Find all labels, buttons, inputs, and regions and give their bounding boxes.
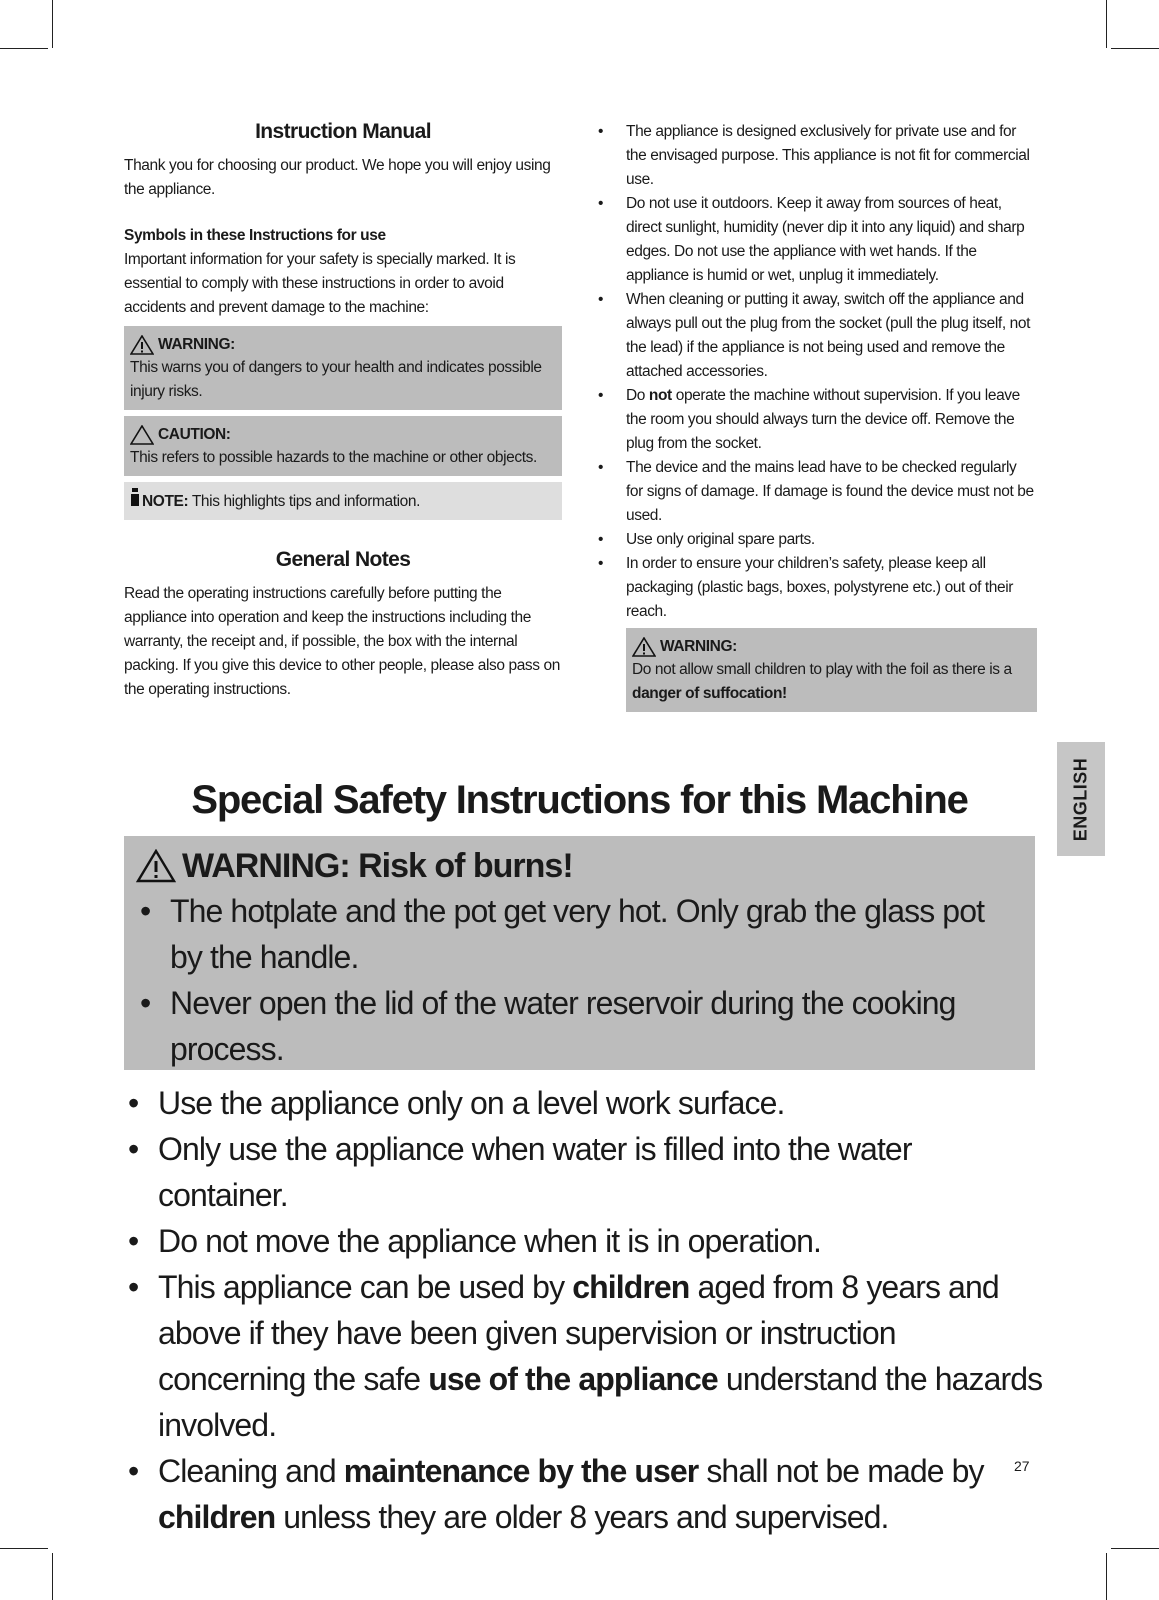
caution-box-text: This refers to possible hazards to the machine or other objects. bbox=[130, 449, 537, 466]
caution-box-title: CAUTION: bbox=[158, 426, 231, 443]
page-number: 27 bbox=[1014, 1458, 1030, 1474]
general-notes-text: Read the operating instructions carefully before putting the appliance into operation and keep the instructions including the warranty, the receipt and, if possible, the box with the internal packing. If you give this device to other people, please also pass on the operating instructions. bbox=[124, 585, 560, 698]
info-icon bbox=[130, 488, 140, 506]
bullet: • bbox=[598, 387, 604, 404]
bullet: • bbox=[598, 459, 604, 476]
crop-mark bbox=[0, 48, 48, 49]
left-column bbox=[124, 120, 562, 702]
list-item: • Do not use it outdoors. Keep it away from sources of heat, direct sunlight, humidity (never dip it into any liquid) and sharp edges. Do not use the appliance with wet hands. If the appliance is humid or wet, unplug it immediately. bbox=[592, 192, 1037, 288]
list-item: • Do not operate the machine without supervision. If you leave the room you should always turn the device off. Remove the plug from the socket. bbox=[592, 384, 1037, 456]
warning-box-title: WARNING: bbox=[660, 638, 737, 655]
note-label: NOTE: bbox=[142, 493, 189, 510]
warning-box-title: WARNING: bbox=[158, 336, 235, 353]
bullet: • bbox=[140, 985, 151, 1021]
note-text: This highlights tips and information. bbox=[191, 493, 421, 510]
list-item: • The device and the mains lead have to be checked regularly for signs of damage. If damage is found the device must not be used. bbox=[592, 456, 1037, 528]
warning-box-text: This warns you of dangers to your health and indicates possible injury risks. bbox=[130, 359, 542, 400]
warning-triangle-icon bbox=[136, 849, 176, 883]
list-item: • Use the appliance only on a level work surface. bbox=[124, 1080, 1044, 1126]
list-item: • This appliance can be used by children aged from 8 years and above if they have been given supervision or instruction concerning the safe use of the appliance understand the hazards involved. bbox=[124, 1264, 1044, 1448]
bullet: • bbox=[128, 1223, 139, 1259]
bullet: • bbox=[598, 531, 604, 548]
warning-triangle-icon bbox=[632, 637, 656, 657]
bullet: • bbox=[598, 195, 604, 212]
special-safety-title: Special Safety Instructions for this Machine bbox=[191, 778, 968, 822]
list-item: • Use only original spare parts. bbox=[592, 528, 1037, 552]
list-item: • When cleaning or putting it away, switch off the appliance and always pull out the plug from the socket (pull the plug itself, not the lead) if the appliance is not being used and remove the attached accessories. bbox=[592, 288, 1037, 384]
crop-mark bbox=[0, 1548, 48, 1549]
general-notes-heading: General Notes bbox=[275, 548, 411, 571]
list-item: • Do not move the appliance when it is in operation. bbox=[124, 1218, 1044, 1264]
bullet: • bbox=[140, 893, 151, 929]
warning-box bbox=[124, 326, 562, 410]
bullet: • bbox=[128, 1453, 139, 1489]
right-column bbox=[592, 120, 1037, 712]
special-safety-list bbox=[124, 1080, 1044, 1540]
list-item: • Only use the appliance when water is filled into the water container. bbox=[124, 1126, 1044, 1218]
list-item: • Cleaning and maintenance by the user shall not be made by children unless they are older 8 years and supervised. bbox=[124, 1448, 1044, 1540]
warning-triangle-icon bbox=[130, 335, 154, 355]
bullet: • bbox=[128, 1131, 139, 1167]
language-tab-label: ENGLISH bbox=[1070, 757, 1091, 841]
bullet: • bbox=[598, 555, 604, 572]
crop-mark bbox=[1111, 48, 1159, 49]
caution-box bbox=[124, 416, 562, 476]
symbols-heading: Symbols in these Instructions for use bbox=[124, 227, 386, 244]
list-item: • The hotplate and the pot get very hot. Only grab the glass pot by the handle. bbox=[136, 888, 1023, 980]
language-tab bbox=[1057, 742, 1105, 856]
bullet: • bbox=[128, 1269, 139, 1305]
safety-list bbox=[592, 120, 1037, 624]
crop-mark bbox=[1106, 0, 1107, 48]
crop-mark bbox=[1111, 1548, 1159, 1549]
intro-text: Thank you for choosing our product. We hope you will enjoy using the appliance. bbox=[124, 157, 551, 198]
list-item: • The appliance is designed exclusively for private use and for the envisaged purpose. This appliance is not fit for commercial use. bbox=[592, 120, 1037, 192]
burn-warning-box bbox=[124, 836, 1035, 1070]
symbols-text: Important information for your safety is specially marked. It is essential to comply with these instructions in order to avoid accidents and prevent damage to the machine: bbox=[124, 251, 516, 316]
list-item: • In order to ensure your children’s safety, please keep all packaging (plastic bags, boxes, polystyrene etc.) out of their reach. bbox=[592, 552, 1037, 624]
bullet: • bbox=[128, 1085, 139, 1121]
bullet: • bbox=[598, 291, 604, 308]
note-box bbox=[124, 482, 562, 520]
crop-mark bbox=[52, 1553, 53, 1600]
burn-warning-title: WARNING: Risk of burns! bbox=[182, 847, 573, 885]
instruction-manual-heading: Instruction Manual bbox=[255, 120, 431, 143]
caution-triangle-icon bbox=[130, 425, 154, 445]
crop-mark bbox=[1106, 1553, 1107, 1600]
list-item: • Never open the lid of the water reservoir during the cooking process. bbox=[136, 980, 1023, 1072]
bullet: • bbox=[598, 123, 604, 140]
suffocation-warning-box: WARNING: Do not allow small children to play with the foil as there is a danger of suffocation! bbox=[626, 628, 1037, 712]
crop-mark bbox=[52, 0, 53, 48]
